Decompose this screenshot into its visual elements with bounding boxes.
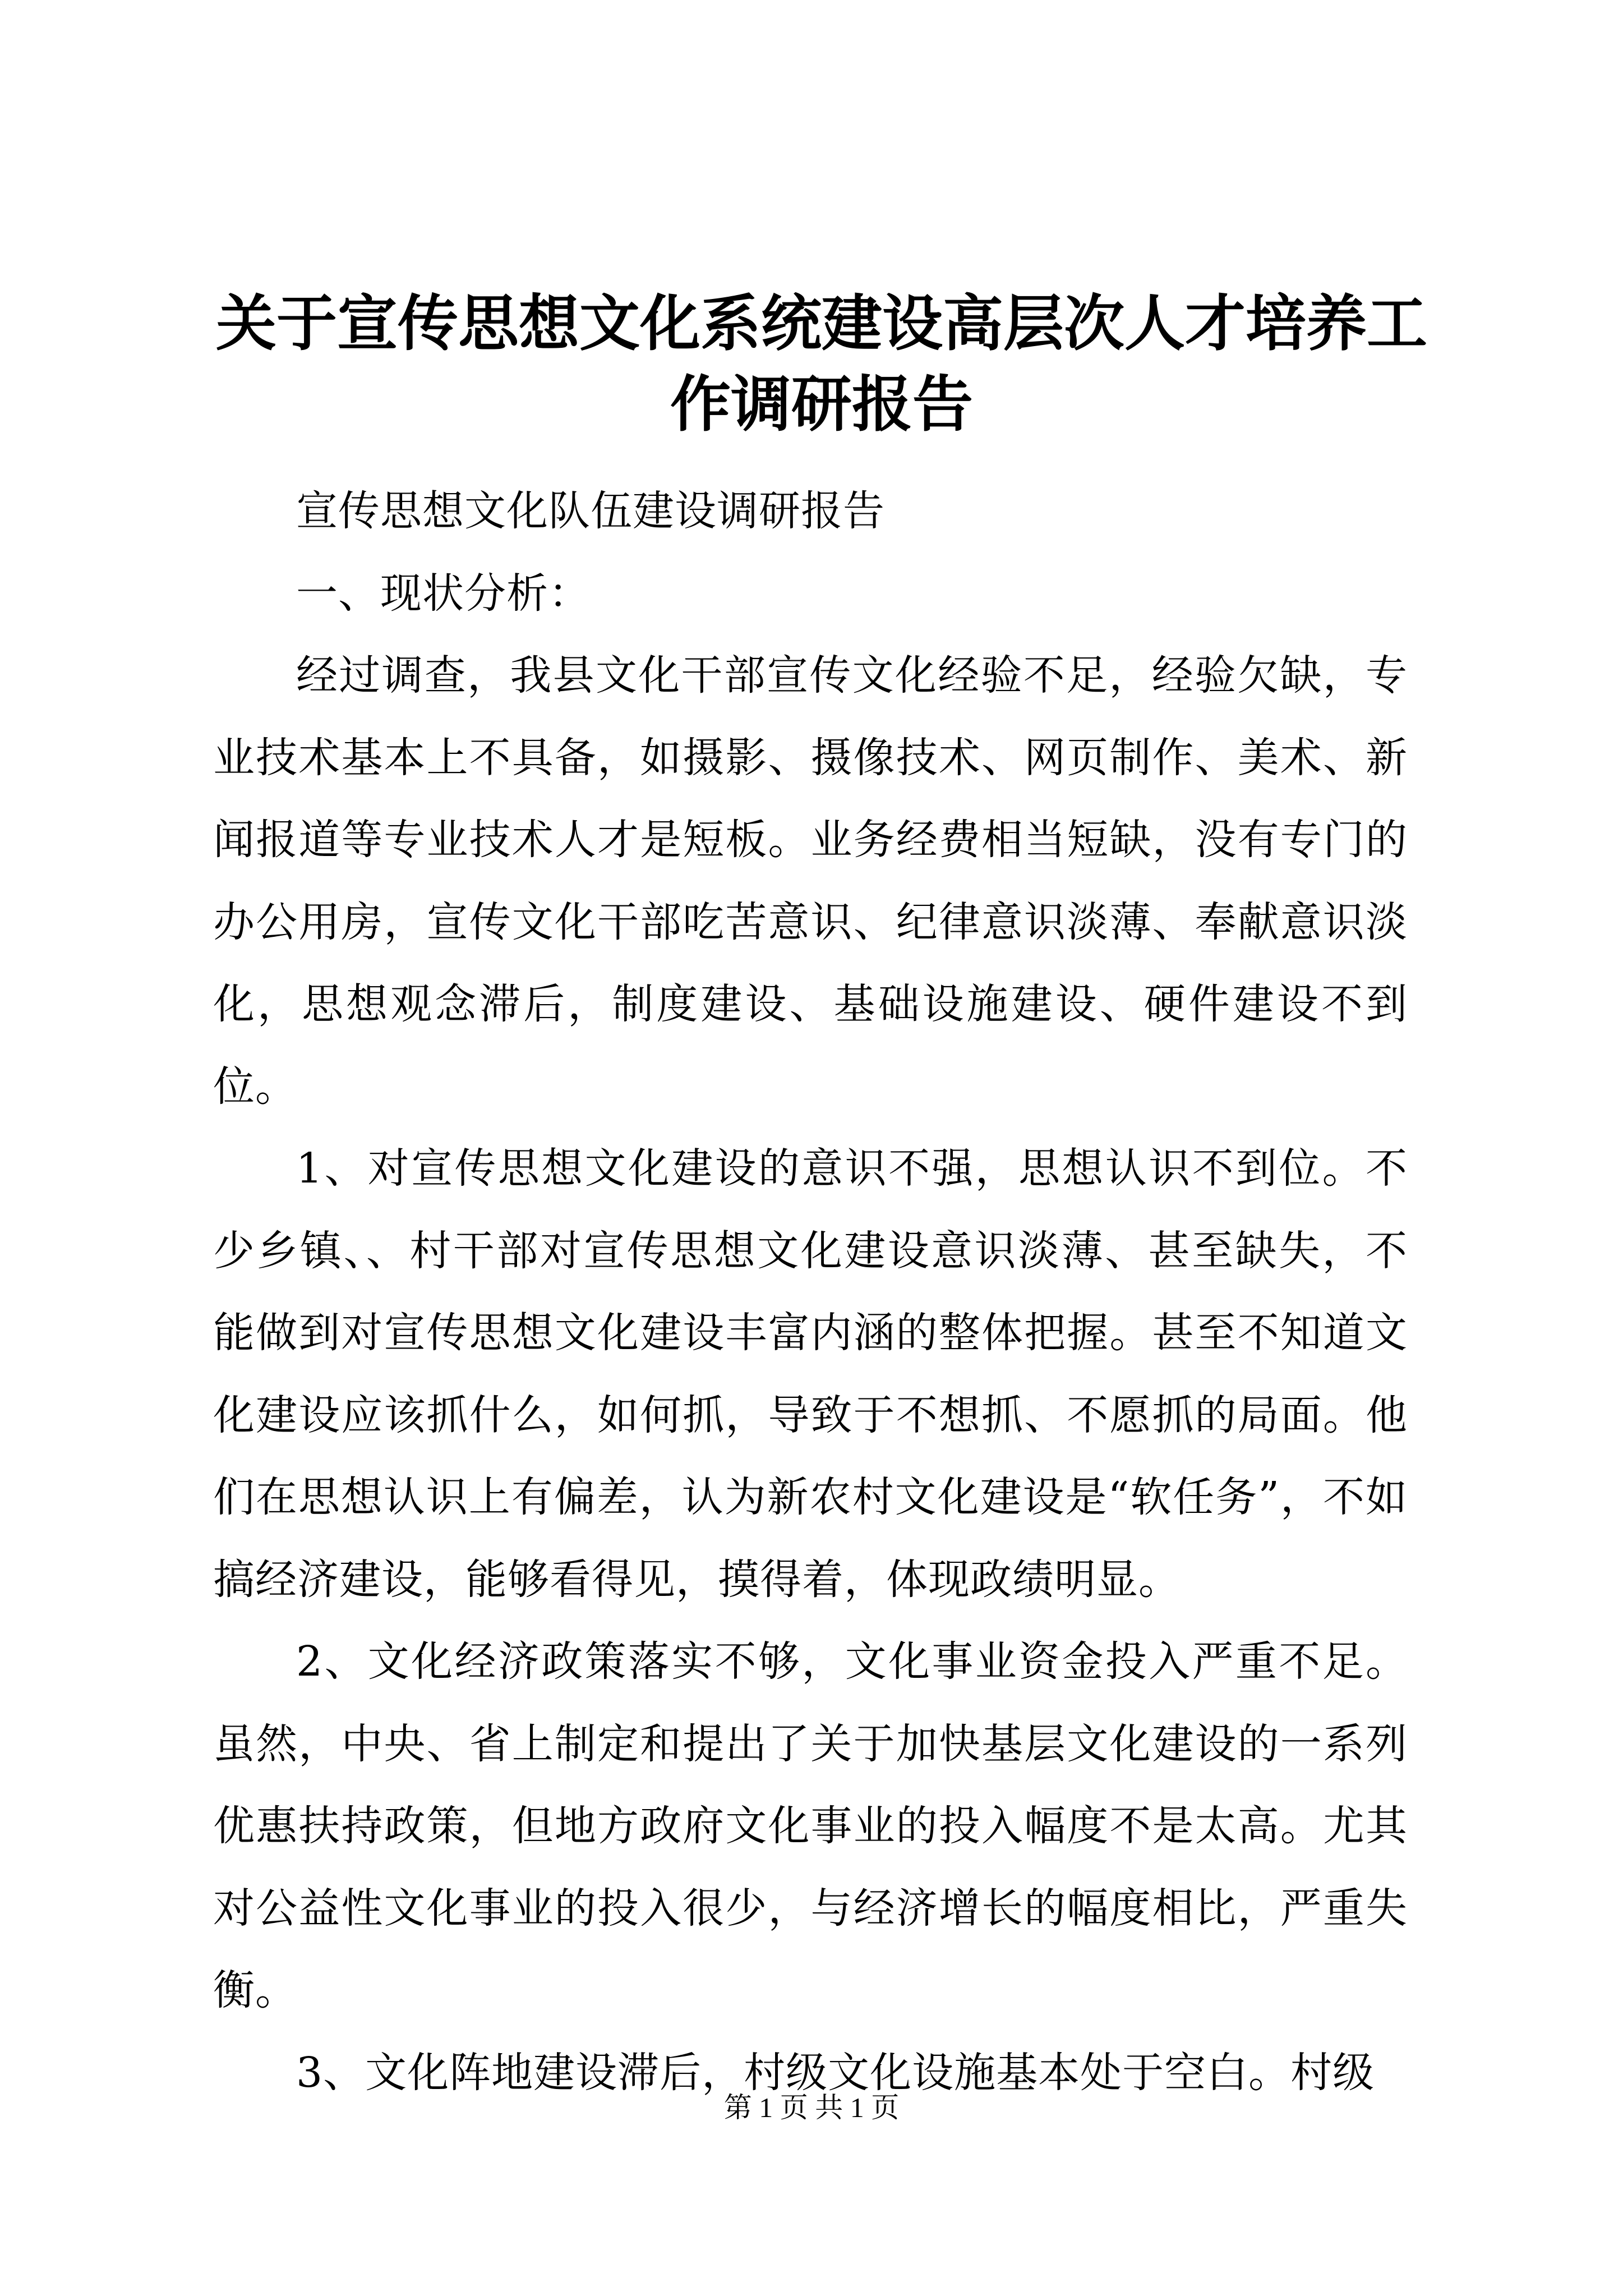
body-paragraph: 3、文化阵地建设滞后，村级文化设施基本处于空白。村级	[296, 2048, 1375, 2097]
body-paragraph: 1、对宣传思想文化建设的意识不强，思想认识不到位。不少乡镇、、村干部对宣传思想文化建设意识淡薄、甚至缺失，不能做到对宣传思想文化建设丰富内涵的整体把握。甚至不知道文化建设应该抓什么，如何抓，导致于不想抓、不愿抓的局面。他们在思想认识上有偏差，认为新农村文化建设是“软任务”，不如搞经济建设，能够看得见，摸得着，体现政绩明显。	[213, 1144, 1408, 1604]
section-heading: 一、现状分析：	[296, 569, 591, 618]
document-title: 关于宣传思想文化系统建设高层次人才培养工作调研报告	[215, 288, 1427, 440]
subtitle-paragraph: 宣传思想文化队伍建设调研报告	[296, 487, 885, 535]
body-paragraph: 2、文化经济政策落实不够，文化事业资金投入严重不足。虽然，中央、省上制定和提出了关于加快基层文化建设的一系列优惠扶持政策，但地方政府文化事业的投入幅度不是太高。尤其对公益性文化事业的投入很少，与经济增长的幅度相比，严重失衡。	[213, 1637, 1408, 2014]
page-footer: 第 1 页 共 1 页	[723, 2092, 900, 2123]
document-body	[213, 470, 1408, 2114]
body-paragraph: 经过调查，我县文化干部宣传文化经验不足，经验欠缺，专业技术基本上不具备，如摄影、摄像技术、网页制作、美术、新闻报道等专业技术人才是短板。业务经费相当短缺，没有专门的办公用房，宣传文化干部吃苦意识、纪律意识淡薄、奉献意识淡化，思想观念滞后，制度建设、基础设施建设、硬件建设不到位。	[213, 651, 1408, 1111]
